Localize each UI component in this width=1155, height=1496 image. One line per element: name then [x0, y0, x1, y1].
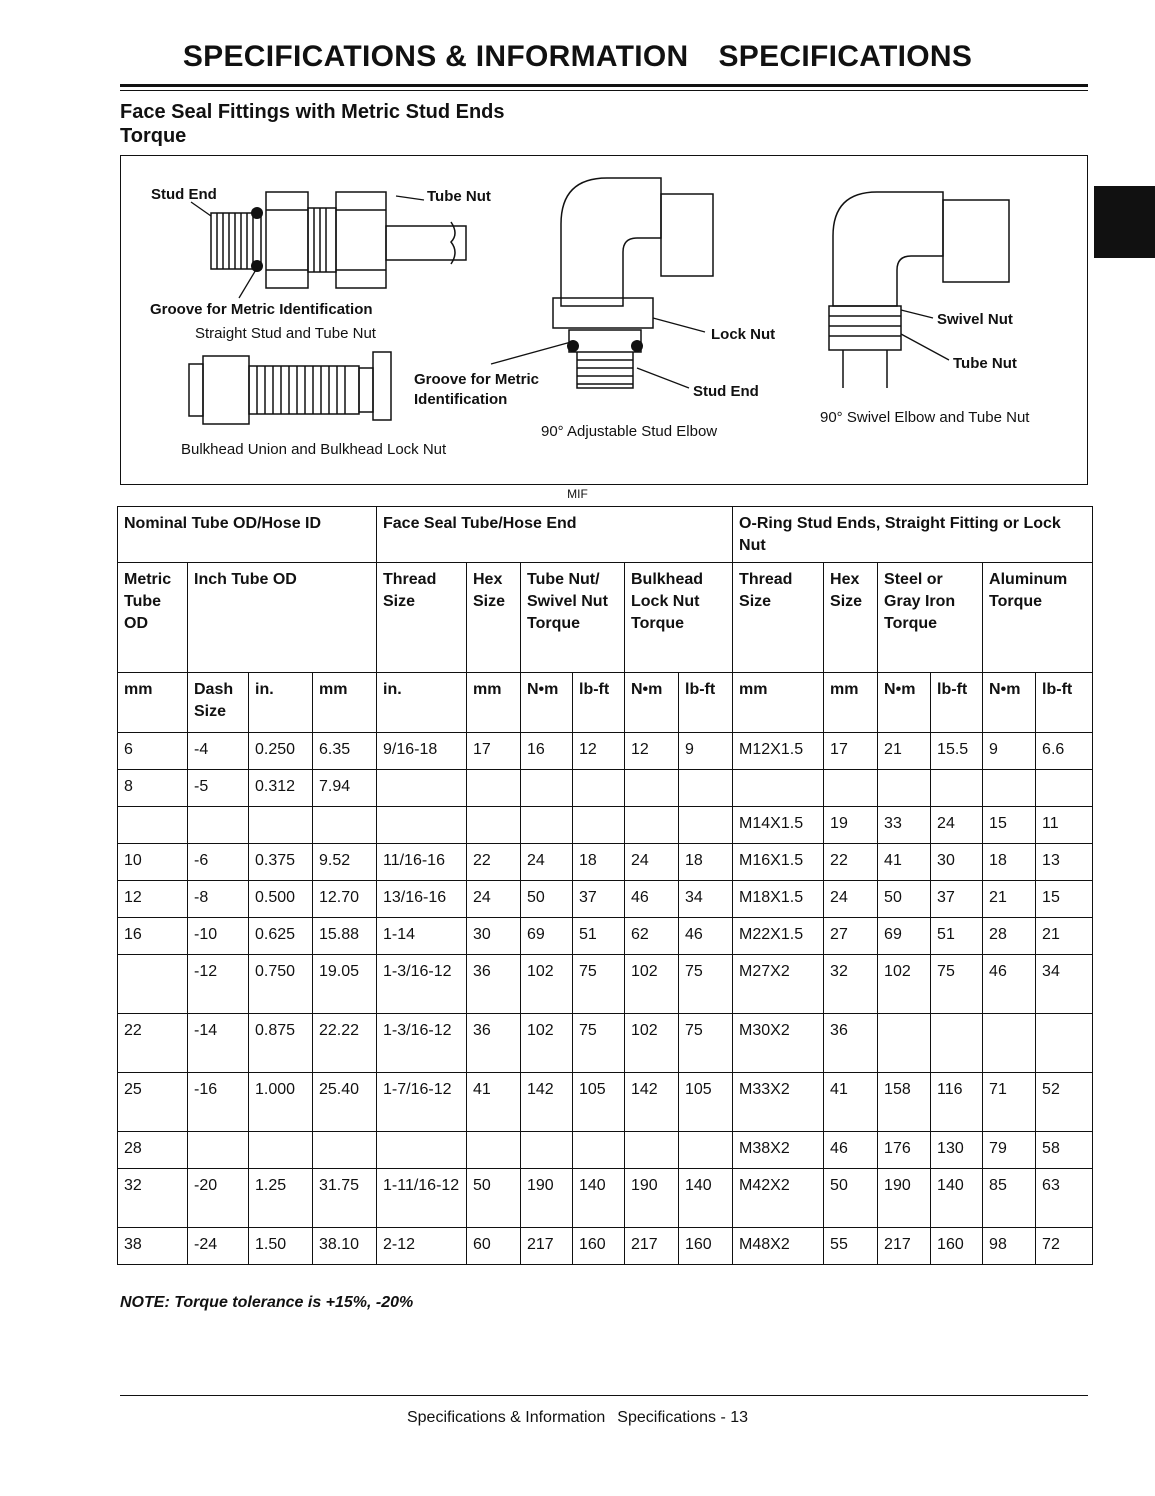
table-cell: 102 [521, 1014, 573, 1073]
unit-header-cell: N•m [983, 673, 1036, 733]
table-cell: 190 [878, 1169, 931, 1228]
table-subheader-row [118, 563, 1093, 673]
table-cell [573, 770, 625, 807]
unit-header-cell: N•m [625, 673, 679, 733]
table-cell: 21 [983, 881, 1036, 918]
table-cell: 18 [679, 844, 733, 881]
table-cell: 38 [118, 1228, 188, 1265]
table-cell: 50 [521, 881, 573, 918]
table-cell: 0.750 [249, 955, 313, 1014]
table-cell [249, 807, 313, 844]
table-cell: 12.70 [313, 881, 377, 918]
table-cell: -16 [188, 1073, 249, 1132]
caption-straight-stud: Straight Stud and Tube Nut [195, 325, 376, 342]
table-cell: 9/16-18 [377, 733, 467, 770]
table-cell: 36 [467, 1014, 521, 1073]
table-row [118, 955, 1093, 1014]
table-cell: 217 [521, 1228, 573, 1265]
table-cell: 190 [521, 1169, 573, 1228]
header-rule-thin [120, 90, 1088, 91]
torque-spec-table [117, 506, 1093, 1265]
table-cell: 24 [625, 844, 679, 881]
table-cell: 34 [679, 881, 733, 918]
table-cell: 17 [467, 733, 521, 770]
table-cell: M18X1.5 [733, 881, 824, 918]
table-row [118, 733, 1093, 770]
table-cell: 71 [983, 1073, 1036, 1132]
subheader-bulkhead-torque: Bulkhead Lock Nut Torque [625, 563, 733, 673]
table-row [118, 1132, 1093, 1169]
unit-header-cell: in. [377, 673, 467, 733]
table-cell: 37 [573, 881, 625, 918]
table-cell: 1-7/16-12 [377, 1073, 467, 1132]
table-cell: 72 [1036, 1228, 1093, 1265]
table-cell: 142 [521, 1073, 573, 1132]
page-title-left: SPECIFICATIONS & INFORMATION [182, 40, 689, 73]
table-cell: 8 [118, 770, 188, 807]
unit-header-cell: N•m [878, 673, 931, 733]
table-cell: 1.50 [249, 1228, 313, 1265]
footer-right: Specifications - 13 [617, 1409, 749, 1426]
table-cell: 50 [467, 1169, 521, 1228]
table-cell: 140 [679, 1169, 733, 1228]
table-cell: 160 [679, 1228, 733, 1265]
subheader-tube-nut-torque: Tube Nut/ Swivel Nut Torque [521, 563, 625, 673]
table-cell: -5 [188, 770, 249, 807]
table-cell [878, 770, 931, 807]
table-cell: 22 [824, 844, 878, 881]
table-cell: 9 [679, 733, 733, 770]
table-cell [249, 1132, 313, 1169]
table-cell: 1-11/16-12 [377, 1169, 467, 1228]
table-cell: 0.250 [249, 733, 313, 770]
table-cell: 33 [878, 807, 931, 844]
table-cell: 21 [878, 733, 931, 770]
subheader-thread-size-oring: Thread Size [733, 563, 824, 673]
table-cell: 0.375 [249, 844, 313, 881]
table-cell: 15.5 [931, 733, 983, 770]
table-cell: 17 [824, 733, 878, 770]
table-cell: 16 [118, 918, 188, 955]
table-cell: 6.6 [1036, 733, 1093, 770]
table-cell: 22.22 [313, 1014, 377, 1073]
table-cell: 190 [625, 1169, 679, 1228]
table-cell: M48X2 [733, 1228, 824, 1265]
table-cell: 24 [467, 881, 521, 918]
table-cell [521, 1132, 573, 1169]
footer-left: Specifications & Information [406, 1409, 606, 1426]
table-cell: 19 [824, 807, 878, 844]
table-cell: M42X2 [733, 1169, 824, 1228]
o-ring-marker [567, 340, 579, 352]
table-cell: 0.875 [249, 1014, 313, 1073]
label-groove-line1: Groove for Metric [414, 371, 540, 388]
table-cell: 50 [878, 881, 931, 918]
table-cell: 158 [878, 1073, 931, 1132]
table-cell: 1-3/16-12 [377, 1014, 467, 1073]
table-cell: 140 [931, 1169, 983, 1228]
table-cell [931, 770, 983, 807]
table-cell: 60 [467, 1228, 521, 1265]
o-ring-marker [251, 260, 263, 272]
table-cell [521, 807, 573, 844]
table-cell [313, 807, 377, 844]
table-cell: 25 [118, 1073, 188, 1132]
table-cell: -6 [188, 844, 249, 881]
table-cell: M16X1.5 [733, 844, 824, 881]
table-cell: 75 [573, 955, 625, 1014]
table-cell: 15 [1036, 881, 1093, 918]
unit-header-cell: mm [824, 673, 878, 733]
unit-header-cell: mm [467, 673, 521, 733]
subheader-metric-tube-od: Metric Tube OD [118, 563, 188, 673]
table-cell: 98 [983, 1228, 1036, 1265]
table-row [118, 1228, 1093, 1265]
table-cell: 13/16-16 [377, 881, 467, 918]
unit-header-cell: lb-ft [1036, 673, 1093, 733]
table-cell: 160 [931, 1228, 983, 1265]
label-stud-end-elbow: Stud End [693, 383, 759, 400]
table-cell: 0.500 [249, 881, 313, 918]
table-cell: 217 [625, 1228, 679, 1265]
group-header-nominal: Nominal Tube OD/Hose ID [118, 507, 377, 563]
table-cell: 1-14 [377, 918, 467, 955]
table-cell: 9 [983, 733, 1036, 770]
table-cell: M14X1.5 [733, 807, 824, 844]
table-cell: 41 [878, 844, 931, 881]
table-cell: 11 [1036, 807, 1093, 844]
table-cell [573, 807, 625, 844]
table-cell: 22 [118, 1014, 188, 1073]
caption-adjustable-elbow: 90° Adjustable Stud Elbow [541, 423, 718, 440]
table-cell [679, 807, 733, 844]
table-body [118, 733, 1093, 1265]
table-cell: M27X2 [733, 955, 824, 1014]
table-cell: 2-12 [377, 1228, 467, 1265]
subheader-hex-size-oring: Hex Size [824, 563, 878, 673]
table-cell: 79 [983, 1132, 1036, 1169]
footer-rule [120, 1395, 1088, 1396]
unit-header-cell: lb-ft [679, 673, 733, 733]
section-title-line1: Face Seal Fittings with Metric Stud Ends [120, 101, 505, 123]
table-units-row [118, 673, 1093, 733]
fittings-drawing [121, 156, 1089, 486]
subheader-steel-torque: Steel or Gray Iron Torque [878, 563, 983, 673]
table-cell [679, 1132, 733, 1169]
table-cell: 102 [625, 1014, 679, 1073]
table-row [118, 770, 1093, 807]
o-ring-marker [631, 340, 643, 352]
table-cell: 217 [878, 1228, 931, 1265]
table-cell [521, 770, 573, 807]
label-tube-nut-swivel: Tube Nut [953, 355, 1017, 372]
table-cell: 12 [118, 881, 188, 918]
table-cell [983, 1014, 1036, 1073]
table-cell [118, 807, 188, 844]
bulkhead-union-drawing [189, 352, 391, 424]
table-cell: 31.75 [313, 1169, 377, 1228]
fittings-illustration [120, 155, 1088, 485]
unit-header-cell: in. [249, 673, 313, 733]
table-row [118, 807, 1093, 844]
group-header-oring: O-Ring Stud Ends, Straight Fitting or Lock Nut [733, 507, 1093, 563]
table-cell: 24 [521, 844, 573, 881]
table-cell [573, 1132, 625, 1169]
table-cell: 18 [573, 844, 625, 881]
group-header-face-seal: Face Seal Tube/Hose End [377, 507, 733, 563]
table-cell: 46 [983, 955, 1036, 1014]
table-cell: 37 [931, 881, 983, 918]
table-cell: 140 [573, 1169, 625, 1228]
table-cell: 6.35 [313, 733, 377, 770]
table-cell: 85 [983, 1169, 1036, 1228]
label-lock-nut: Lock Nut [711, 326, 776, 343]
table-cell: 41 [467, 1073, 521, 1132]
table-cell: -10 [188, 918, 249, 955]
table-cell: 32 [824, 955, 878, 1014]
table-cell: 10 [118, 844, 188, 881]
label-swivel-nut: Swivel Nut [937, 311, 1013, 328]
table-cell: 160 [573, 1228, 625, 1265]
table-cell: 7.94 [313, 770, 377, 807]
table-cell: 105 [679, 1073, 733, 1132]
unit-header-cell: N•m [521, 673, 573, 733]
table-cell: 50 [824, 1169, 878, 1228]
table-row [118, 1169, 1093, 1228]
table-cell [467, 807, 521, 844]
table-cell: M12X1.5 [733, 733, 824, 770]
subheader-hex-size: Hex Size [467, 563, 521, 673]
table-cell: 34 [1036, 955, 1093, 1014]
table-cell: -8 [188, 881, 249, 918]
header-rule-thick [120, 84, 1088, 87]
table-cell: 28 [118, 1132, 188, 1169]
table-row [118, 1014, 1093, 1073]
table-cell [733, 770, 824, 807]
table-cell: 69 [521, 918, 573, 955]
caption-swivel-elbow: 90° Swivel Elbow and Tube Nut [820, 409, 1030, 426]
table-cell [1036, 770, 1093, 807]
table-cell: 36 [824, 1014, 878, 1073]
table-cell: 75 [679, 1014, 733, 1073]
table-cell: 52 [1036, 1073, 1093, 1132]
table-cell: 102 [521, 955, 573, 1014]
table-cell: 11/16-16 [377, 844, 467, 881]
table-cell: 1-3/16-12 [377, 955, 467, 1014]
table-cell: 51 [931, 918, 983, 955]
table-cell [377, 807, 467, 844]
unit-header-cell: mm [118, 673, 188, 733]
table-cell: M22X1.5 [733, 918, 824, 955]
table-cell: 176 [878, 1132, 931, 1169]
table-cell [983, 770, 1036, 807]
table-cell: 36 [467, 955, 521, 1014]
table-cell [377, 1132, 467, 1169]
table-group-header-row [118, 507, 1093, 563]
table-cell: 12 [573, 733, 625, 770]
table-cell: 18 [983, 844, 1036, 881]
torque-note: NOTE: Torque tolerance is +15%, -20% [120, 1294, 414, 1311]
table-cell [878, 1014, 931, 1073]
table-cell: M33X2 [733, 1073, 824, 1132]
page-footer [0, 1409, 1155, 1427]
elbow-drawing [553, 178, 713, 388]
section-title-line2: Torque [120, 125, 187, 147]
table-cell [625, 1132, 679, 1169]
table-cell: -20 [188, 1169, 249, 1228]
table-cell: 142 [625, 1073, 679, 1132]
table-cell: 0.625 [249, 918, 313, 955]
table-cell [824, 770, 878, 807]
table-cell [467, 1132, 521, 1169]
table-cell: M30X2 [733, 1014, 824, 1073]
table-cell: 63 [1036, 1169, 1093, 1228]
caption-bulkhead-union: Bulkhead Union and Bulkhead Lock Nut [181, 441, 447, 458]
o-ring-marker [251, 207, 263, 219]
table-cell: 27 [824, 918, 878, 955]
table-cell: 75 [679, 955, 733, 1014]
table-row [118, 881, 1093, 918]
unit-header-cell: mm [313, 673, 377, 733]
table-cell: 21 [1036, 918, 1093, 955]
table-cell: 130 [931, 1132, 983, 1169]
leader-lines [191, 196, 949, 388]
table-cell: M38X2 [733, 1132, 824, 1169]
table-cell: 55 [824, 1228, 878, 1265]
table-cell: 24 [931, 807, 983, 844]
table-cell: 41 [824, 1073, 878, 1132]
unit-header-cell: mm [733, 673, 824, 733]
label-stud-end: Stud End [151, 186, 217, 203]
table-cell: 19.05 [313, 955, 377, 1014]
table-cell [188, 807, 249, 844]
table-cell: 15.88 [313, 918, 377, 955]
table-cell: 116 [931, 1073, 983, 1132]
table-cell: -14 [188, 1014, 249, 1073]
unit-header-cell: lb-ft [573, 673, 625, 733]
table-cell: -4 [188, 733, 249, 770]
table-cell: 6 [118, 733, 188, 770]
table-cell: 16 [521, 733, 573, 770]
table-cell: 102 [625, 955, 679, 1014]
table-cell: -12 [188, 955, 249, 1014]
table-cell [1036, 1014, 1093, 1073]
label-groove-metric: Groove for Metric Identification [150, 301, 373, 318]
table-cell [377, 770, 467, 807]
table-cell [118, 955, 188, 1014]
table-cell: 30 [467, 918, 521, 955]
table-cell [467, 770, 521, 807]
table-cell: 102 [878, 955, 931, 1014]
table-cell: 13 [1036, 844, 1093, 881]
label-tube-nut: Tube Nut [427, 188, 491, 205]
table-cell [625, 770, 679, 807]
table-cell: 46 [679, 918, 733, 955]
table-cell: 9.52 [313, 844, 377, 881]
unit-header-cell: lb-ft [931, 673, 983, 733]
table-cell: 46 [625, 881, 679, 918]
table-cell: 75 [573, 1014, 625, 1073]
subheader-thread-size: Thread Size [377, 563, 467, 673]
table-cell: 1.000 [249, 1073, 313, 1132]
unit-header-cell: Dash Size [188, 673, 249, 733]
table-cell: 32 [118, 1169, 188, 1228]
table-cell [679, 770, 733, 807]
table-cell: -24 [188, 1228, 249, 1265]
table-cell: 69 [878, 918, 931, 955]
table-cell: 15 [983, 807, 1036, 844]
table-cell: 75 [931, 955, 983, 1014]
page-title-right: SPECIFICATIONS [718, 40, 973, 73]
table-cell [625, 807, 679, 844]
table-cell: 58 [1036, 1132, 1093, 1169]
table-cell [931, 1014, 983, 1073]
table-cell: 105 [573, 1073, 625, 1132]
subheader-inch-tube-od: Inch Tube OD [188, 563, 377, 673]
thumb-tab-marker [1094, 186, 1155, 258]
table-cell: 38.10 [313, 1228, 377, 1265]
table-cell: 30 [931, 844, 983, 881]
table-cell [188, 1132, 249, 1169]
table-cell: 22 [467, 844, 521, 881]
page-title [0, 40, 1155, 74]
table-cell: 28 [983, 918, 1036, 955]
table-cell [313, 1132, 377, 1169]
label-groove-line2: Identification [414, 391, 508, 408]
table-cell: 62 [625, 918, 679, 955]
figure-code: MIF [567, 487, 588, 501]
section-title [120, 100, 505, 148]
table-row [118, 1073, 1093, 1132]
table-cell: 46 [824, 1132, 878, 1169]
straight-stud-drawing [211, 192, 466, 288]
table-cell: 1.25 [249, 1169, 313, 1228]
table-row [118, 918, 1093, 955]
subheader-aluminum-torque: Aluminum Torque [983, 563, 1093, 673]
table-cell: 0.312 [249, 770, 313, 807]
table-cell: 51 [573, 918, 625, 955]
table-cell: 24 [824, 881, 878, 918]
table-row [118, 844, 1093, 881]
table-cell: 25.40 [313, 1073, 377, 1132]
table-cell: 12 [625, 733, 679, 770]
